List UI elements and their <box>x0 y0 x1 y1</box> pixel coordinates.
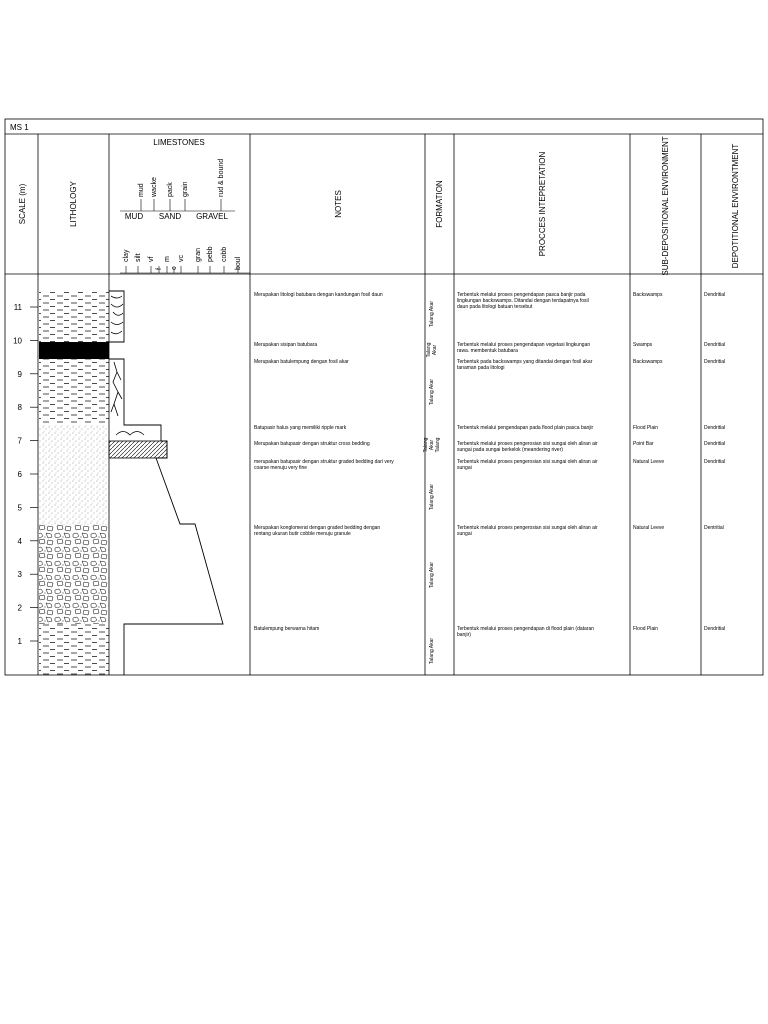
leaf-fossil-symbol <box>111 296 123 334</box>
unit-process: Terbentuk melalui proses pengendapan di flood plain (dataran <box>457 626 595 632</box>
scale-header: SCALE (m) <box>18 183 27 225</box>
root-fossil-symbol <box>111 362 122 416</box>
unit-notes: Merupakan konglomerat dengan graded bedding dengan <box>254 525 381 531</box>
scale-tick-label: 3 <box>17 570 22 580</box>
scale-tick-label: 7 <box>17 436 22 446</box>
grain-group-gravel: GRAVEL <box>196 212 228 221</box>
grain-size-2: vf <box>148 256 155 262</box>
unit-sub-environment: Backswamps <box>633 292 663 298</box>
grain-size-10: boul <box>235 256 242 270</box>
litho-unit-black-claystone <box>39 624 109 675</box>
unit-process: lingkungan backswamps. Ditandai dengan terdapatnya fosil <box>457 298 589 304</box>
unit-sub-environment: Natural Leeve <box>633 459 665 465</box>
unit-notes: rentang ukuran butir cobble menuju granule <box>254 531 351 537</box>
scale-tick-label: 2 <box>17 603 22 613</box>
limestone-term-1: wacke <box>151 177 158 197</box>
unit-sub-environment: Natural Leeve <box>633 525 665 531</box>
lithology-header: LITHOLOGY <box>69 181 78 227</box>
scale-tick-label: 8 <box>17 403 22 413</box>
unit-notes: Batupasir halus yang memiliki ripple mark <box>254 425 347 431</box>
unit-formation: Talang Akar <box>429 378 435 406</box>
unit-sub-environment: Backswamps <box>633 359 663 365</box>
unit-formation: Talang <box>426 342 432 358</box>
unit-formation: Talang <box>435 437 441 453</box>
grain-size-9: cobb <box>221 246 228 262</box>
unit-process: Terbentuk melalui proses pengerosian sisi sungai oleh aliran air <box>457 459 598 465</box>
unit-formation: Talang Akar <box>429 637 435 665</box>
unit-formation: Talang Akar <box>429 483 435 511</box>
grain-size-7: gran <box>195 247 202 262</box>
scale-tick-label: 1 <box>17 637 22 646</box>
unit-process: rawa. membentuk batubara <box>457 348 518 354</box>
unit-depositional-environment: Dentritial <box>704 525 724 531</box>
unit-depositional-environment: Dendritial <box>704 292 726 298</box>
grain-size-8: pebb <box>207 246 214 262</box>
process-header: PROCCES INTEPRETATION <box>538 151 547 257</box>
unit-process: Terbentuk melalui proses pengendapan vegetasi lingkungan <box>457 342 591 348</box>
unit-process: tanaman pada litologi <box>457 365 505 371</box>
notes-header: NOTES <box>334 190 343 218</box>
unit-rows <box>254 292 725 664</box>
unit-notes: Merupakan litologi batubara dengan kandungan fosil daun <box>254 292 383 298</box>
unit-formation: Akar <box>432 344 438 356</box>
grain-size-0: clay <box>123 249 130 262</box>
litho-unit-coal-with-leaf-fossils <box>39 291 109 342</box>
unit-row <box>254 292 725 327</box>
grain-size-3: f <box>156 268 163 270</box>
litho-unit-conglomerate <box>39 525 109 624</box>
unit-formation: Talang Akar <box>429 561 435 589</box>
scale-tick-label: 5 <box>17 503 22 513</box>
unit-notes: Batulempung berwarna hitam <box>254 626 320 632</box>
ripple-mark-symbol <box>116 432 144 436</box>
lithology-column <box>39 291 109 675</box>
unit-sub-environment: Point Bar <box>633 441 654 447</box>
litho-unit-coal-seam <box>39 342 109 359</box>
grain-size-6: vc <box>178 255 185 262</box>
unit-process: daun pada litologi batuan tersebut <box>457 304 533 310</box>
unit-row <box>254 342 725 357</box>
unit-row <box>254 459 725 510</box>
unit-process: sungai pada sungai berkelok (meandering river) <box>457 447 563 453</box>
scale-tick-label: 6 <box>17 470 22 479</box>
grain-group-sand: SAND <box>158 212 182 221</box>
unit-notes: merupakan batupasir dengan struktur graded bedding dari very <box>254 459 394 465</box>
unit-sub-environment: Flood Plain <box>633 626 659 632</box>
depth-scale <box>13 303 38 646</box>
limestone-term-2: pack <box>167 182 174 197</box>
unit-process: Terbentuk pada backswamps yang ditandai dengan fosil akar <box>457 359 593 365</box>
scale-tick-label: 11 <box>13 303 22 312</box>
unit-formation: Talang Akar <box>429 300 435 328</box>
unit-depositional-environment: Dendritial <box>704 425 726 431</box>
grain-size-header <box>120 138 250 273</box>
unit-notes: Merupakan batupasir dengan struktur cross bedding <box>254 441 370 447</box>
unit-depositional-environment: Dendritial <box>704 342 726 348</box>
scale-tick-label: 9 <box>17 369 22 379</box>
unit-notes: Merupakan batulempung dengan fosil akar <box>254 359 349 365</box>
table-frame <box>5 119 763 675</box>
scale-tick-label: 4 <box>17 536 22 546</box>
grain-size-4: m <box>164 256 171 262</box>
litho-unit-fine-sandstone <box>39 425 109 525</box>
unit-row <box>254 359 725 405</box>
unit-depositional-environment: Dendritial <box>704 626 726 632</box>
limestone-term-0: mud <box>138 183 145 197</box>
unit-formation: Talang <box>423 437 429 453</box>
limestones-header: LIMESTONES <box>153 138 205 147</box>
unit-process: Terbentuk melalui proses pengerosian sisi sungai oleh aliran air <box>457 441 598 447</box>
formation-header: FORMATION <box>435 180 444 228</box>
unit-depositional-environment: Dendritial <box>704 459 726 465</box>
unit-sub-environment: Flood Plain <box>633 425 659 431</box>
sub-env-header: SUB-DEPOSITIONAL ENVIRONMENT <box>661 136 670 276</box>
unit-depositional-environment: Dendritial <box>704 441 726 447</box>
unit-row <box>254 525 724 588</box>
unit-row <box>254 441 725 453</box>
grain-group-mud: MUD <box>124 212 144 221</box>
limestone-term-4: rud & bound <box>218 158 225 197</box>
unit-formation: Akar <box>429 439 435 451</box>
scale-tick-label: 10 <box>13 336 22 346</box>
grain-size-5: c <box>171 266 178 270</box>
litho-unit-claystone-root-fossils <box>39 359 109 425</box>
unit-process: Terbentuk melalui proses pengendapan pasca banjir pada <box>457 292 586 298</box>
unit-notes: Merupakan sisipan batubara <box>254 342 318 348</box>
cross-bedding-unit <box>109 441 167 458</box>
unit-process: sungai <box>457 465 472 471</box>
unit-process: Terbentuk melalui pengendapan pada flood plain pasca banjir <box>457 425 594 431</box>
log-title: MS 1 <box>10 123 29 132</box>
unit-process: sungai <box>457 531 472 537</box>
grain-size-profile <box>109 291 223 675</box>
unit-depositional-environment: Dendritial <box>704 359 726 365</box>
unit-row <box>254 626 725 664</box>
unit-process: Terbentuk melalui proses pengerosian sisi sungai oleh aliran air <box>457 525 598 531</box>
profile-outline <box>109 291 223 675</box>
unit-sub-environment: Swamps <box>633 342 653 348</box>
dep-env-header: DEPOTITIONAL ENVIRONTMENT <box>731 143 740 269</box>
unit-process: banjir) <box>457 632 471 638</box>
unit-notes: coarse menuju very fine <box>254 465 308 471</box>
grain-size-1: silt <box>135 253 142 262</box>
limestone-term-3: grain <box>182 181 189 197</box>
